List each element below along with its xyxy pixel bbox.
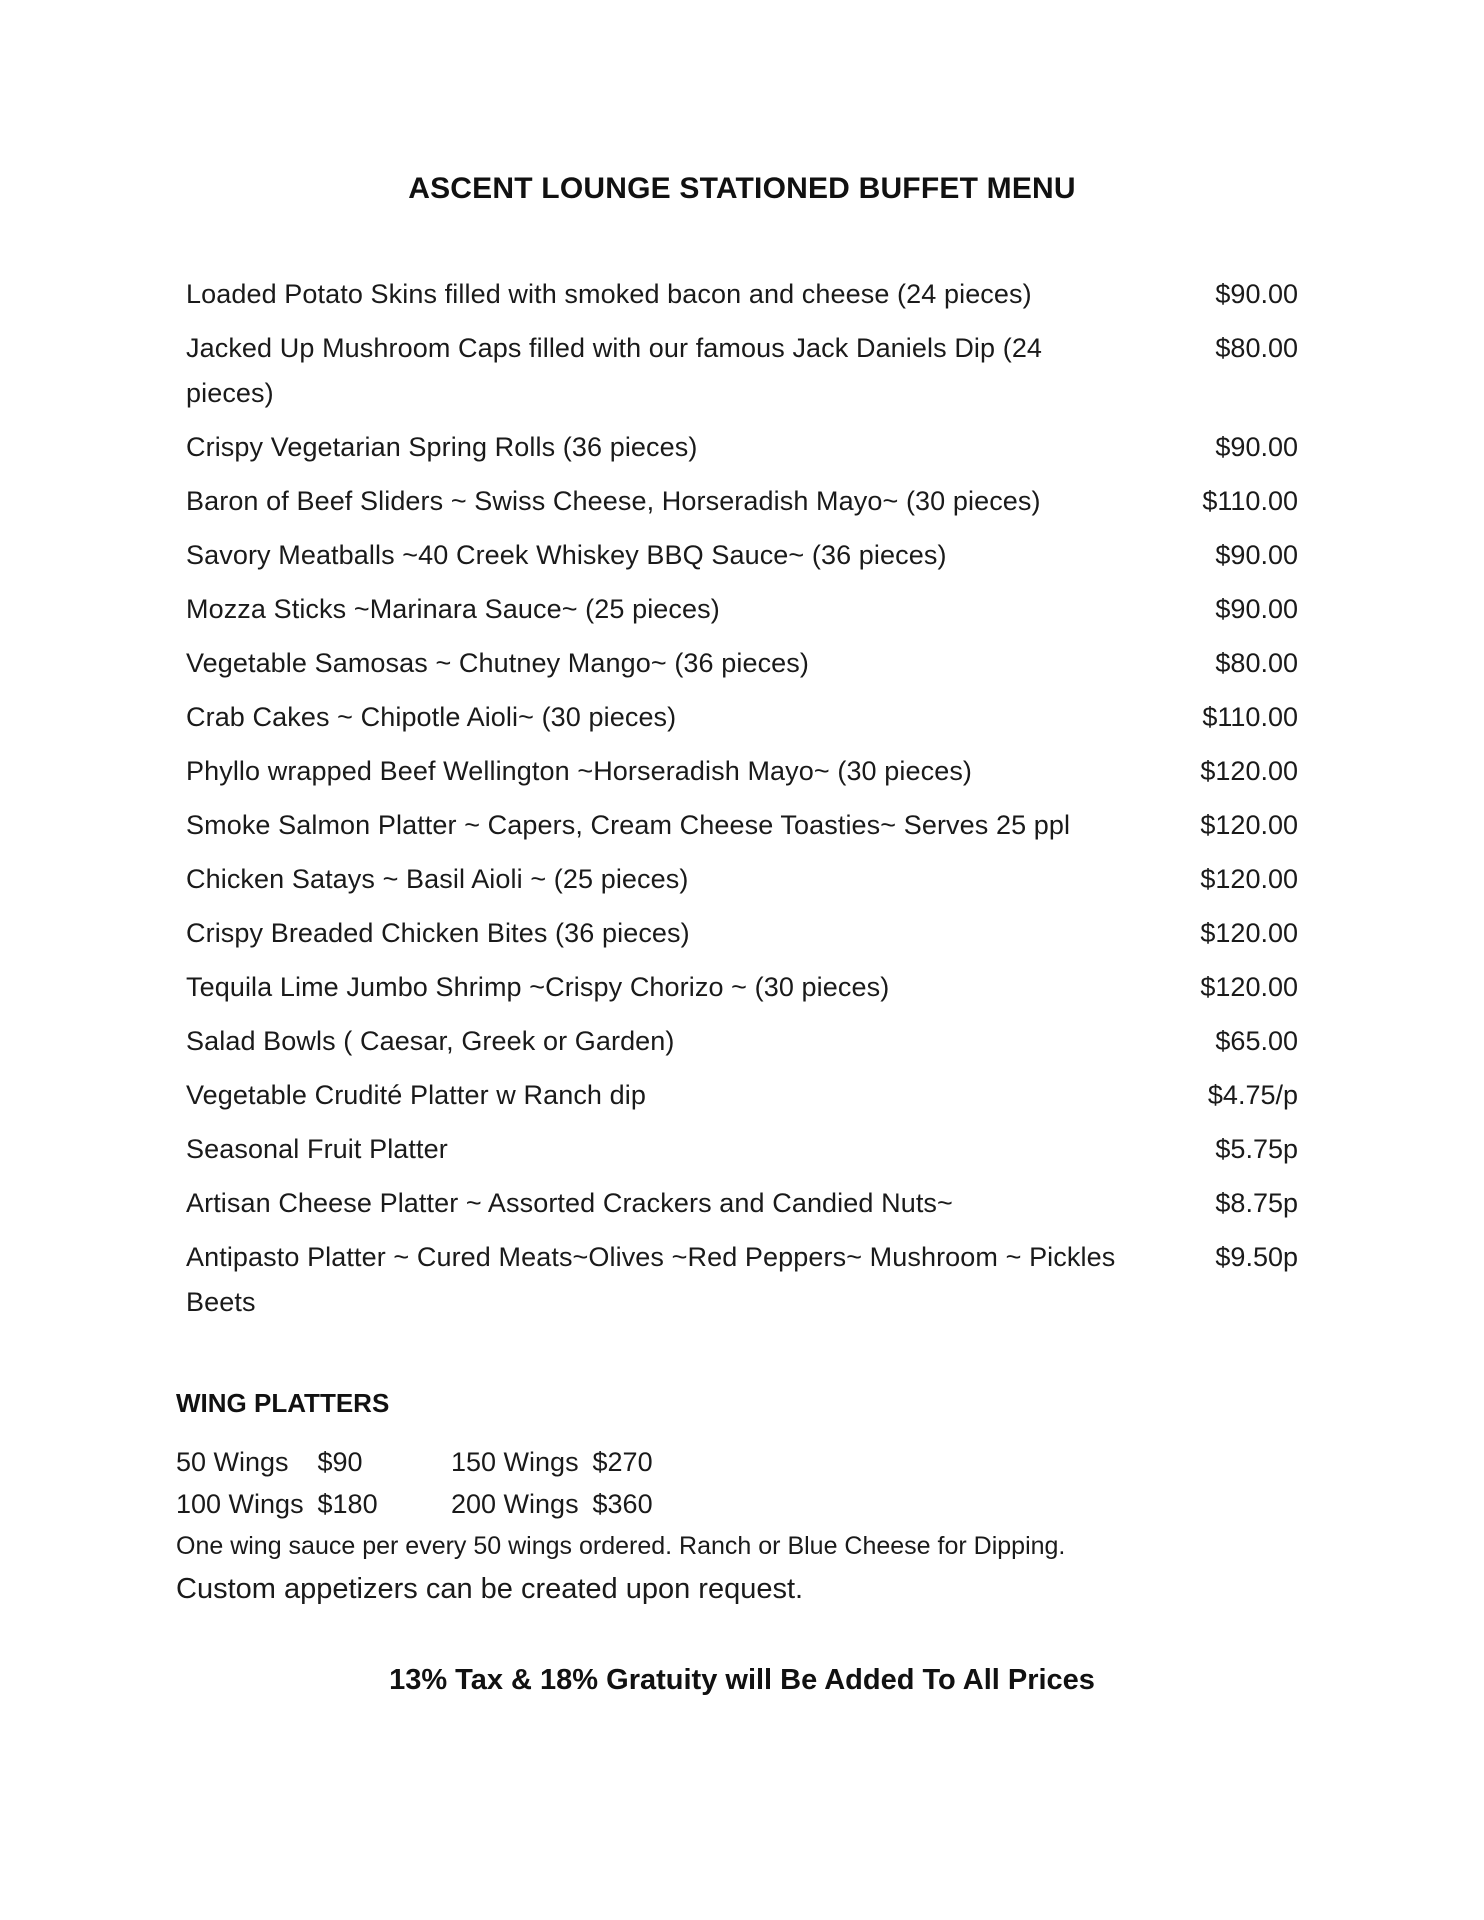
wing-option (451, 1441, 653, 1483)
menu-item-price: $5.75p (1215, 1134, 1298, 1164)
wing-option-price: $90 (317, 1447, 363, 1477)
wing-platters-section (176, 1387, 1298, 1611)
wing-option-label: 100 Wings (176, 1489, 304, 1519)
menu-item-row (186, 272, 1298, 317)
menu-item-row (186, 326, 1298, 416)
menu-item-name: Crispy Breaded Chicken Bites (36 pieces) (186, 918, 690, 948)
menu-item-name: Crispy Vegetarian Spring Rolls (36 pieces) (186, 432, 698, 462)
menu-item-name: Chicken Satays ~ Basil Aioli ~ (25 pieces) (186, 864, 689, 894)
menu-item-name: Baron of Beef Sliders ~ Swiss Cheese, Horseradish Mayo~ (30 pieces) (186, 486, 1041, 516)
menu-item-row (186, 965, 1298, 1010)
menu-item-price: $110.00 (1202, 486, 1298, 516)
menu-item-name: Loaded Potato Skins filled with smoked bacon and cheese (24 pieces) (186, 279, 1032, 309)
menu-item-price: $120.00 (1200, 864, 1298, 894)
menu-item-row (186, 749, 1298, 794)
menu-item-row (186, 1073, 1298, 1118)
menu-item-name: Phyllo wrapped Beef Wellington ~Horseradish Mayo~ (30 pieces) (186, 756, 973, 786)
menu-item-name: Smoke Salmon Platter ~ Capers, Cream Cheese Toasties~ Serves 25 ppl (186, 810, 1071, 840)
wing-sauce-note: One wing sauce per every 50 wings ordered. Ranch or Blue Cheese for Dipping. (176, 1532, 1066, 1560)
wing-option-label: 150 Wings (451, 1447, 579, 1477)
menu-item-price: $80.00 (1215, 333, 1298, 363)
wing-option-price: $270 (592, 1447, 653, 1477)
menu-item-name: Vegetable Crudité Platter w Ranch dip (186, 1080, 646, 1110)
wing-options-grid (176, 1441, 1298, 1525)
wing-option (176, 1441, 451, 1483)
menu-item-row (186, 425, 1298, 470)
menu-item-name: Salad Bowls ( Caesar, Greek or Garden) (186, 1026, 675, 1056)
menu-item-price: $110.00 (1202, 702, 1298, 732)
menu-item-price: $90.00 (1215, 540, 1298, 570)
menu-item-name: Artisan Cheese Platter ~ Assorted Crackers and Candied Nuts~ (186, 1188, 953, 1218)
menu-item-name: Crab Cakes ~ Chipotle Aioli~ (30 pieces) (186, 702, 677, 732)
menu-item-price: $120.00 (1200, 972, 1298, 1002)
menu-item-row (186, 911, 1298, 956)
menu-item-row (186, 1127, 1298, 1172)
wing-option-label: 200 Wings (451, 1489, 579, 1519)
menu-item-price: $120.00 (1200, 810, 1298, 840)
menu-item-price: $120.00 (1200, 756, 1298, 786)
menu-item-row (186, 479, 1298, 524)
menu-item-row (186, 641, 1298, 686)
menu-item-name: Mozza Sticks ~Marinara Sauce~ (25 pieces) (186, 594, 720, 624)
menu-item-price: $90.00 (1215, 432, 1298, 462)
menu-item-price: $9.50p (1215, 1242, 1298, 1272)
menu-item-row (186, 803, 1298, 848)
menu-item-row (186, 533, 1298, 578)
menu-item-name: Antipasto Platter ~ Cured Meats~Olives ~Red Peppers~ Mushroom ~ Pickles Beets (186, 1242, 1116, 1317)
page-title: ASCENT LOUNGE STATIONED BUFFET MENU (408, 172, 1076, 205)
menu-item-row (186, 1235, 1298, 1325)
menu-item-row (186, 1019, 1298, 1064)
menu-item-name: Jacked Up Mushroom Caps filled with our famous Jack Daniels Dip (24 pieces) (186, 333, 1043, 408)
menu-item-price: $90.00 (1215, 594, 1298, 624)
tax-gratuity-notice: 13% Tax & 18% Gratuity will Be Added To All Prices (389, 1664, 1095, 1696)
menu-item-row (186, 857, 1298, 902)
menu-item-name: Seasonal Fruit Platter (186, 1134, 448, 1164)
menu-item-name: Tequila Lime Jumbo Shrimp ~Crispy Chorizo ~ (30 pieces) (186, 972, 890, 1002)
menu-item-price: $90.00 (1215, 279, 1298, 309)
custom-appetizers-note: Custom appetizers can be created upon request. (176, 1573, 804, 1605)
wing-option-label: 50 Wings (176, 1447, 289, 1477)
menu-item-price: $65.00 (1215, 1026, 1298, 1056)
menu-item-name: Vegetable Samosas ~ Chutney Mango~ (36 pieces) (186, 648, 809, 678)
menu-item-row (186, 1181, 1298, 1226)
wing-platters-heading: WING PLATTERS (176, 1388, 390, 1418)
wing-option (176, 1483, 451, 1525)
menu-item-price: $8.75p (1215, 1188, 1298, 1218)
wing-option-price: $360 (592, 1489, 653, 1519)
menu-item-price: $120.00 (1200, 918, 1298, 948)
menu-item-price: $4.75/p (1207, 1080, 1298, 1110)
menu-item-price: $80.00 (1215, 648, 1298, 678)
menu-item-row (186, 695, 1298, 740)
menu-item-row (186, 587, 1298, 632)
wing-option-price: $180 (317, 1489, 378, 1519)
menu-item-name: Savory Meatballs ~40 Creek Whiskey BBQ Sauce~ (36 pieces) (186, 540, 947, 570)
wing-option (451, 1483, 653, 1525)
menu-item-list (186, 272, 1298, 1325)
